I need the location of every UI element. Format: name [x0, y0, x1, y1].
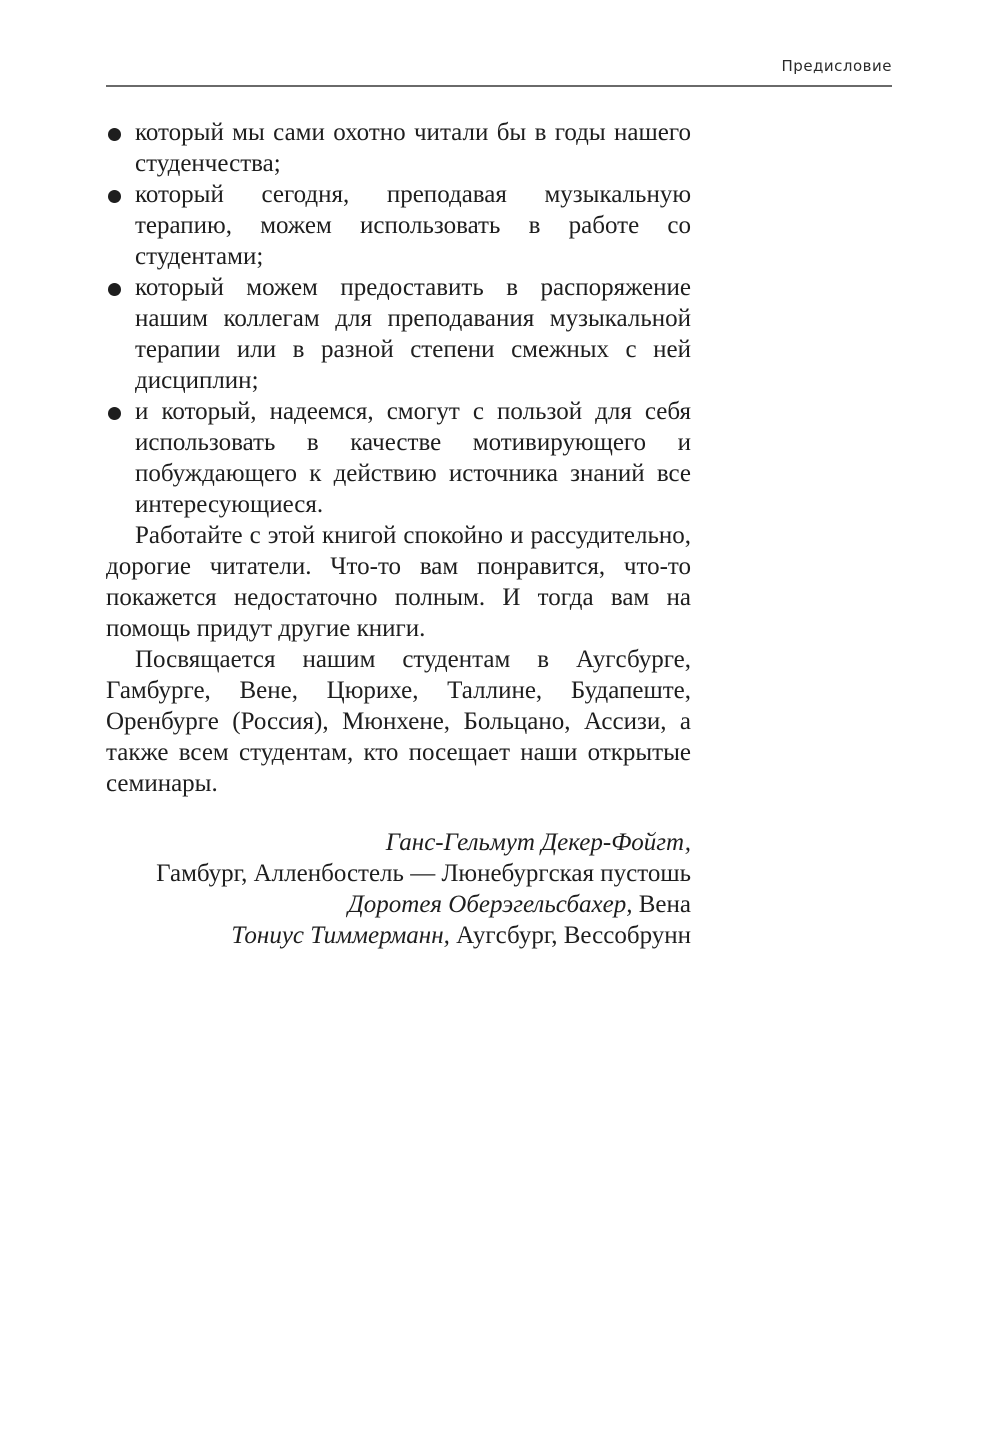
signature-entry [106, 827, 691, 889]
page-body [106, 117, 691, 951]
list-item [106, 117, 691, 179]
list-item-text: который можем предоставить в распоряжение нашим коллегам для преподавания музыкальной терапии или в разной степени смежных с ней дисциплин; [135, 274, 691, 394]
signature-entry [106, 920, 691, 951]
paragraph-advice: Работайте с этой книгой спокойно и рассудительно, дорогие читатели. Что-то вам понравится, что-то покажется недостаточно полным. И тогда вам на помощь придут другие книги. [106, 522, 691, 642]
author-name: Доротея Оберэгельсбахер, [347, 891, 633, 918]
list-item-text: и который, надеемся, смогут с пользой для себя использовать в качестве мотивирующего и побуждающего к действию источника знаний все интересующиеся. [135, 398, 691, 518]
signature-block [106, 827, 691, 951]
list-item-text: который сегодня, преподавая музыкальную терапию, можем использовать в работе со студентами; [135, 181, 691, 270]
bullet-icon [108, 190, 121, 203]
bullet-icon [108, 128, 121, 141]
author-name: Тониус Тиммерманн, [231, 922, 450, 949]
bullet-list [106, 117, 691, 520]
list-item [106, 396, 691, 520]
signature-entry [106, 889, 691, 920]
author-place: Гамбург, Алленбостель — Люнебургская пустошь [156, 860, 691, 887]
author-name: Ганс-Гельмут Декер-Фойгт, [385, 829, 691, 856]
running-head-title: Предисловие [781, 57, 892, 75]
paragraph-dedication: Посвящается нашим студентам в Аугсбурге, Гамбурге, Вене, Цюрихе, Таллине, Будапеште, Оренбурге (Россия), Мюнхене, Больцано, Ассизи, а также всем студентам, кто посещает наши открытые семинары. [106, 646, 691, 797]
bullet-icon [108, 283, 121, 296]
bullet-icon [108, 407, 121, 420]
author-place: Аугсбург, Вессобрунн [456, 922, 691, 949]
list-item [106, 179, 691, 272]
list-item-text: который мы сами охотно читали бы в годы нашего студенчества; [135, 119, 691, 177]
header-divider [106, 85, 892, 87]
list-item [106, 272, 691, 396]
author-place: Вена [638, 891, 691, 918]
